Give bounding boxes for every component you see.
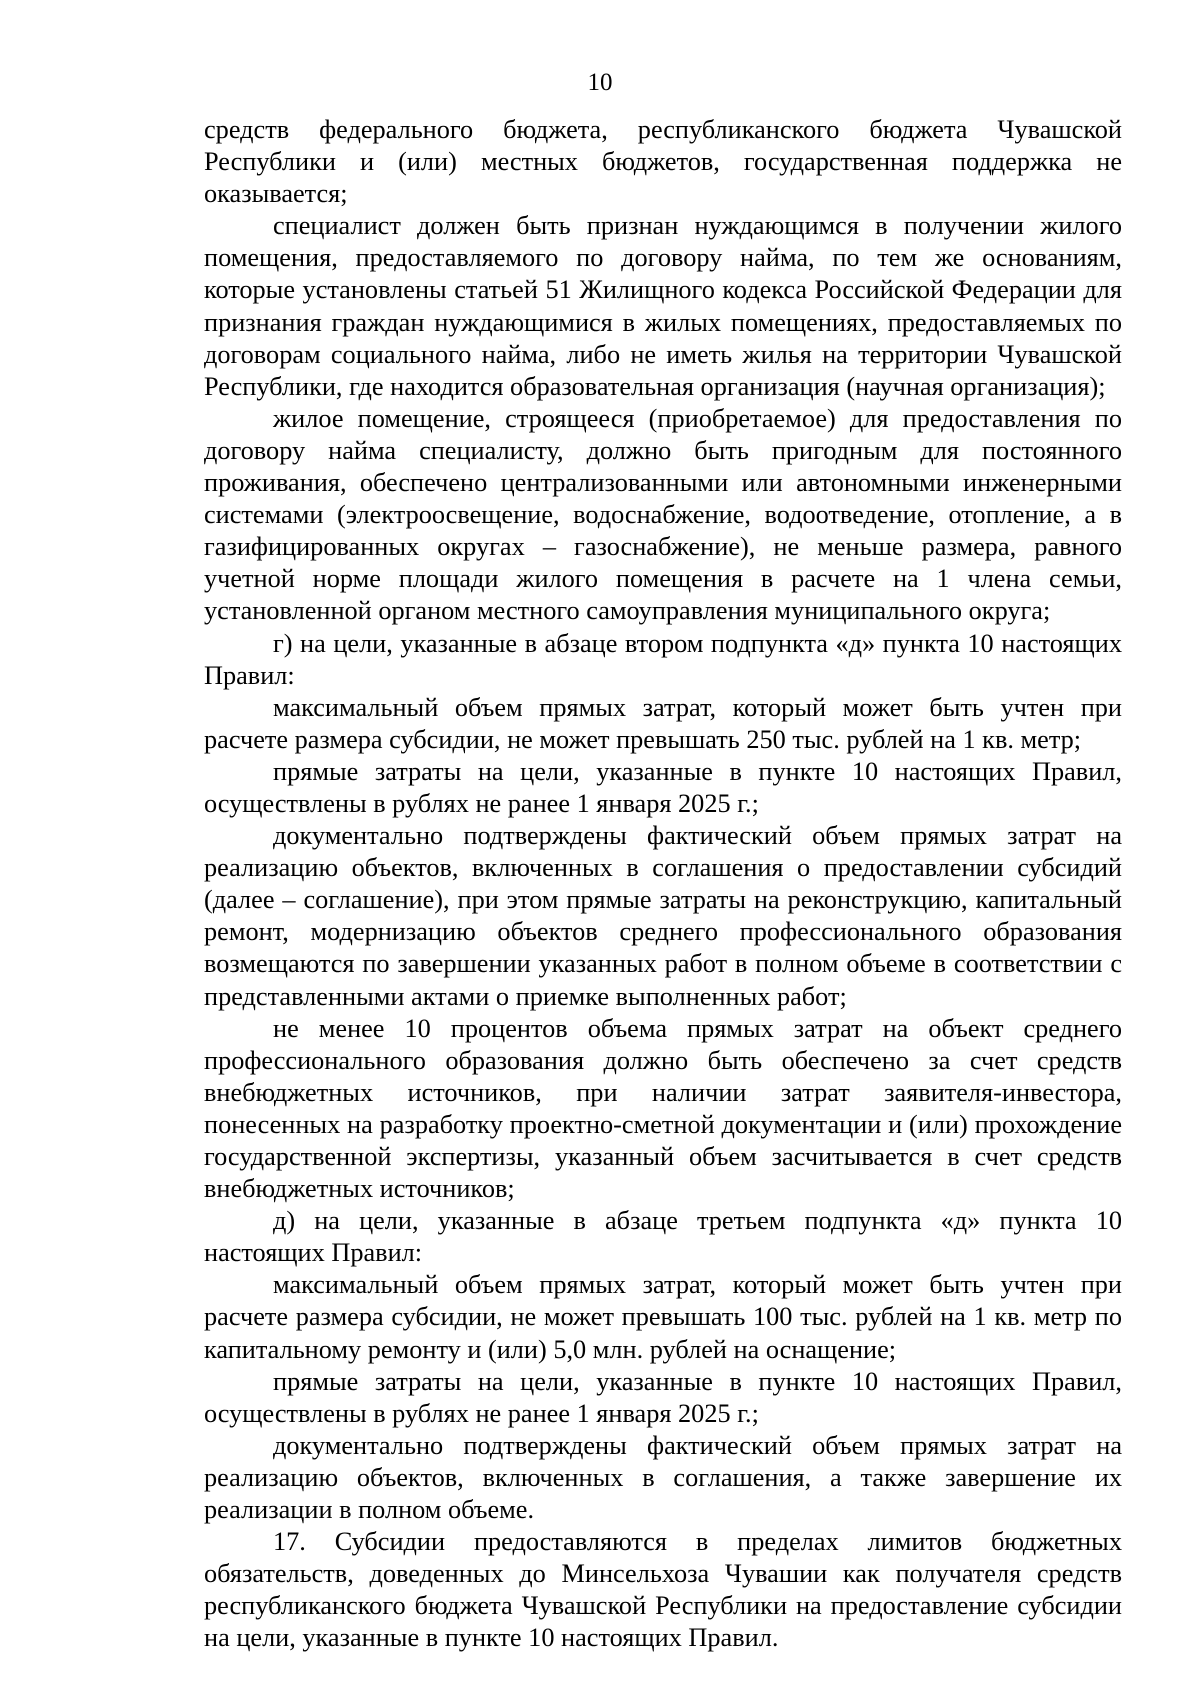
paragraph-documented-costs-1: документально подтверждены фактический объем прямых затрат на реализацию объектов, включенных в соглашения о предоставлении субсидий (далее – соглашение), при этом прямые затраты на реконструкцию, капитальный ремонт, модернизацию объектов среднего профессионального образования возмещаются по завершении указанных работ в полном объеме в соответствии с представленными актами о приемке выполненных работ;	[204, 821, 1122, 1011]
paragraph-max-direct-costs-250: максимальный объем прямых затрат, который может быть учтен при расчете размера субсидии, не может превышать 250 тыс. рублей на 1 кв. метр;	[204, 692, 1122, 754]
paragraph-max-direct-costs-100: максимальный объем прямых затрат, который может быть учтен при расчете размера субсидии, не может превышать 100 тыс. рублей на 1 кв. метр по капитальному ремонту и (или) 5,0 млн. рублей на оснащение;	[204, 1270, 1122, 1364]
paragraph-subitem-g: г) на цели, указанные в абзаце втором подпункта «д» пункта 10 настоящих Правил:	[204, 628, 1122, 690]
paragraph-extrabudgetary-sources: не менее 10 процентов объема прямых затрат на объект среднего профессионального образования должно быть обеспечено за счет средств внебюджетных источников, при наличии затрат заявителя-инвестора, понесенных на разработку проектно-сметной документации и (или) прохождение государственной экспертизы, указанный объем засчитывается в счет средств внебюджетных источников;	[204, 1013, 1122, 1204]
paragraph-housing-requirements: жилое помещение, строящееся (приобретаемое) для предоставления по договору найма специалисту, должно быть пригодным для постоянного проживания, обеспечено централизованными или автономными инженерными системами (электроосвещение, водоснабжение, водоотведение, отопление, а в газифицированных округах – газоснабжение), не меньше размера, равного учетной норме площади жилого помещения в расчете на 1 члена семьи, установленной органом местного самоуправления муниципального округа;	[204, 403, 1122, 626]
paragraph-documented-costs-2: документально подтверждены фактический объем прямых затрат на реализацию объектов, включенных в соглашения, а также завершение их реализации в полном объеме.	[204, 1430, 1122, 1525]
paragraph-specialist-housing-need: специалист должен быть признан нуждающимся в получении жилого помещения, предоставляемого по договору найма, по тем же основаниям, которые установлены статьей 51 Жилищного кодекса Российской Федерации для признания граждан нуждающимися в жилых помещениях, предоставляемых по договорам социального найма, либо не иметь жилья на территории Чувашской Республики, где находится образовательная организация (научная организация);	[204, 211, 1122, 401]
paragraph-costs-in-rubles-2: прямые затраты на цели, указанные в пункте 10 настоящих Правил, осуществлены в рублях не ранее 1 января 2025 г.;	[204, 1366, 1122, 1428]
page-number: 10	[587, 69, 613, 96]
paragraph-continuation: средств федерального бюджета, республиканского бюджета Чувашской Республики и (или) местных бюджетов, государственная поддержка не оказывается;	[204, 115, 1122, 209]
paragraph-costs-in-rubles-1: прямые затраты на цели, указанные в пункте 10 настоящих Правил, осуществлены в рублях не ранее 1 января 2025 г.;	[204, 756, 1122, 818]
document-body	[204, 114, 1122, 1655]
paragraph-item-17: 17. Субсидии предоставляются в пределах лимитов бюджетных обязательств, доведенных до Минсельхоза Чувашии как получателя средств республиканского бюджета Чувашской Республики на предоставление субсидии на цели, указанные в пункте 10 настоящих Правил.	[204, 1527, 1122, 1653]
paragraph-subitem-d: д) на цели, указанные в абзаце третьем подпункта «д» пункта 10 настоящих Правил:	[204, 1206, 1122, 1268]
